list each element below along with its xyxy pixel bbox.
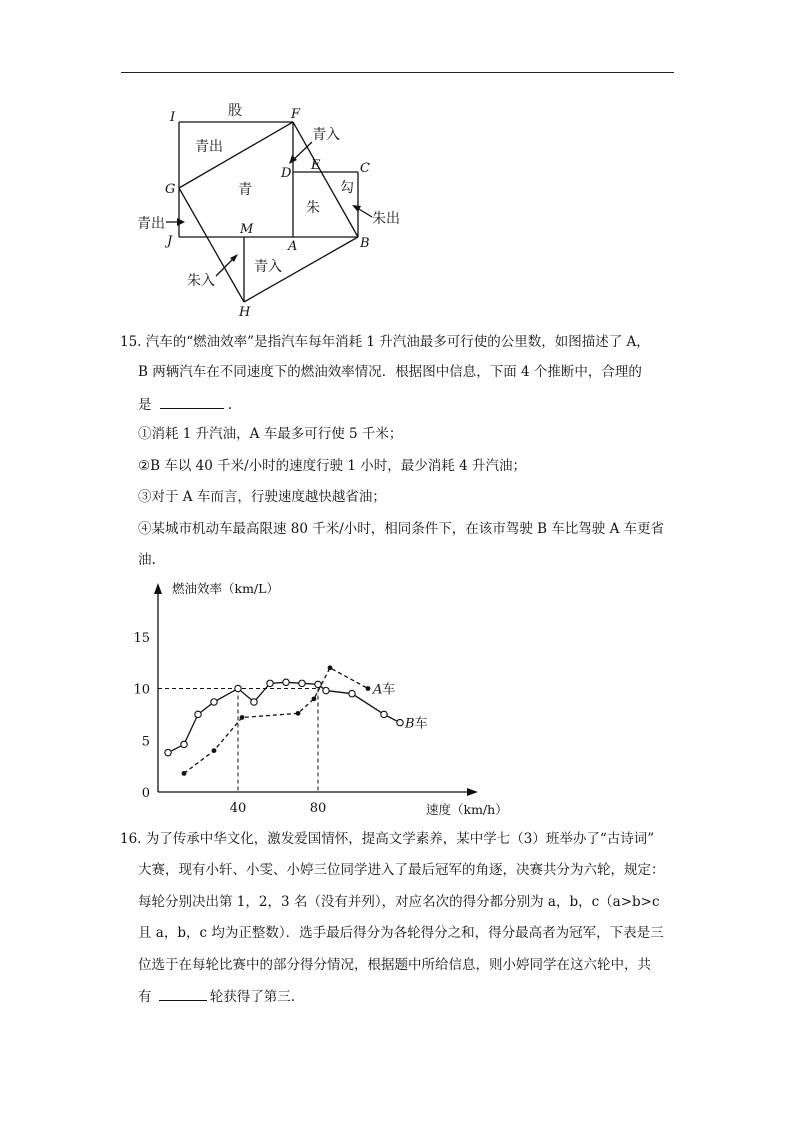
label-F: F <box>291 107 301 122</box>
label-H: H <box>239 305 251 320</box>
q16-text1: 为了传承中华文化，激发爱国情怀，提高文学素养，某中学七（3）班举办了“古诗词” <box>145 831 655 847</box>
x-tick-label-80: 80 <box>309 801 327 816</box>
q15-option-3: ③对于 A 车而言，行驶速度越快越省油； <box>138 489 386 505</box>
x-axis-label: 速度（km/h） <box>426 802 508 817</box>
series-line-0 <box>184 668 368 774</box>
q16-line2: 大赛，现有小轩、小雯、小婷三位同学进入了最后冠军的角逐，决赛共分为六轮，规定： <box>138 862 665 878</box>
series-1-point-7 <box>283 679 289 685</box>
series-0-point-3 <box>296 711 301 716</box>
q15-answer-blank[interactable] <box>160 394 224 409</box>
label-M: M <box>240 222 254 237</box>
series-1-point-12 <box>381 711 387 717</box>
geometry-figure <box>0 0 794 330</box>
q15-stem-text1: 汽车的“燃油效率”是指汽车每年消耗 1 升汽油最多可行使的公里数，如图描述了 A， <box>145 334 650 350</box>
series-0-point-1 <box>212 748 217 753</box>
y-tick-label-10: 10 <box>133 682 150 698</box>
arrow-label-qing-ru: 青入 <box>312 127 340 143</box>
series-1-point-3 <box>211 699 217 705</box>
y-tick-label-5: 5 <box>141 734 150 750</box>
series-1-point-13 <box>397 719 403 725</box>
series-1-point-10 <box>323 687 329 693</box>
q15-option-1: ①消耗 1 升汽油，A 车最多可行使 5 千米； <box>138 426 403 442</box>
series-1-point-0 <box>165 749 171 755</box>
series-label-1: B车 <box>405 716 428 732</box>
q15-option-2: ②B 车以 40 千米/小时的速度行驶 1 小时，最少消耗 4 升汽油； <box>138 458 526 474</box>
series-0-point-4 <box>312 696 317 701</box>
label-A: A <box>288 239 298 254</box>
q15-number: 15. <box>120 334 142 350</box>
series-1-point-11 <box>349 690 355 696</box>
q15-stem-prefix: 是 <box>138 397 152 413</box>
series-1-point-1 <box>181 741 187 747</box>
arrow-label-zhu-chu: 朱出 <box>372 211 400 227</box>
series-0-point-0 <box>182 771 187 776</box>
segment-GF <box>179 122 293 188</box>
region-gu: 股 <box>228 103 242 119</box>
x-axis-arrowhead <box>467 788 478 796</box>
q15-stem-line3 <box>138 394 232 415</box>
series-line-1 <box>168 682 400 752</box>
q16-line6 <box>138 986 295 1007</box>
q16-line4: 且 a，b，c 均为正整数）．选手最后得分为各轮得分之和，得分最高者为冠军，下表是三 <box>138 925 664 941</box>
label-D: D <box>281 166 292 181</box>
q15-option-4: ④某城市机动车最高限速 80 千米/小时，相同条件下，在该市驾驶 B 车比驾驶 A 车更省 <box>138 521 665 537</box>
x-tick-label-40: 40 <box>229 801 247 816</box>
region-gou: 勾 <box>340 180 354 196</box>
series-0-point-5 <box>328 665 333 670</box>
series-1-point-4 <box>235 685 241 691</box>
q16-answer-blank[interactable] <box>159 986 207 1001</box>
y-axis-label: 燃油效率（km/L） <box>172 581 279 596</box>
arrow-label-qing-chu: 青出 <box>137 216 165 232</box>
label-C: C <box>360 161 370 176</box>
region-zhu: 朱 <box>306 200 320 216</box>
region-qing: 青 <box>238 182 252 198</box>
q16-number: 16. <box>120 831 142 847</box>
q15-stem-line2: B 两辆汽车在不同速度下的燃油效率情况．根据图中信息，下面 4 个推断中，合理的 <box>138 364 642 380</box>
q16-line3: 每轮分别决出第 1，2，3 名（没有并列），对应名次的得分都分别为 a，b，c（a>b>c <box>138 894 660 910</box>
q15-option-4-cont: 油. <box>138 552 156 568</box>
arrow-label-zhu-ru: 朱入 <box>187 273 215 289</box>
series-0-point-2 <box>240 715 245 720</box>
arrowhead-zhu-chu <box>352 205 361 212</box>
q16-line1 <box>120 829 654 849</box>
q15-stem-suffix: . <box>227 397 233 413</box>
series-1-point-6 <box>267 680 273 686</box>
series-1-point-5 <box>251 699 257 705</box>
region-qing-ru: 青入 <box>254 259 282 275</box>
y-axis-arrowhead <box>154 583 162 594</box>
arrowhead-qing-chu-left <box>177 218 185 226</box>
label-E: E <box>311 158 321 173</box>
region-qing-chu: 青出 <box>195 139 223 155</box>
label-J: J <box>167 234 173 249</box>
series-1-point-9 <box>315 681 321 687</box>
q16-last-suffix: 轮获得了第三. <box>209 989 296 1005</box>
series-label-0: A车 <box>373 682 396 698</box>
fuel-efficiency-chart <box>0 578 794 818</box>
q16-line5: 位选于在每轮比赛中的部分得分情况，根据题中所给信息，则小婷同学在这六轮中，共 <box>138 957 651 973</box>
y-tick-label-15: 15 <box>133 630 150 646</box>
label-G: G <box>165 182 176 197</box>
series-1-point-2 <box>195 711 201 717</box>
y-tick-label-0: 0 <box>141 786 150 801</box>
q15-stem-line1 <box>120 332 650 352</box>
label-B: B <box>360 236 370 251</box>
series-0-point-6 <box>366 686 371 691</box>
series-1-point-8 <box>299 680 305 686</box>
label-I: I <box>170 110 176 125</box>
q16-last-prefix: 有 <box>138 989 152 1005</box>
